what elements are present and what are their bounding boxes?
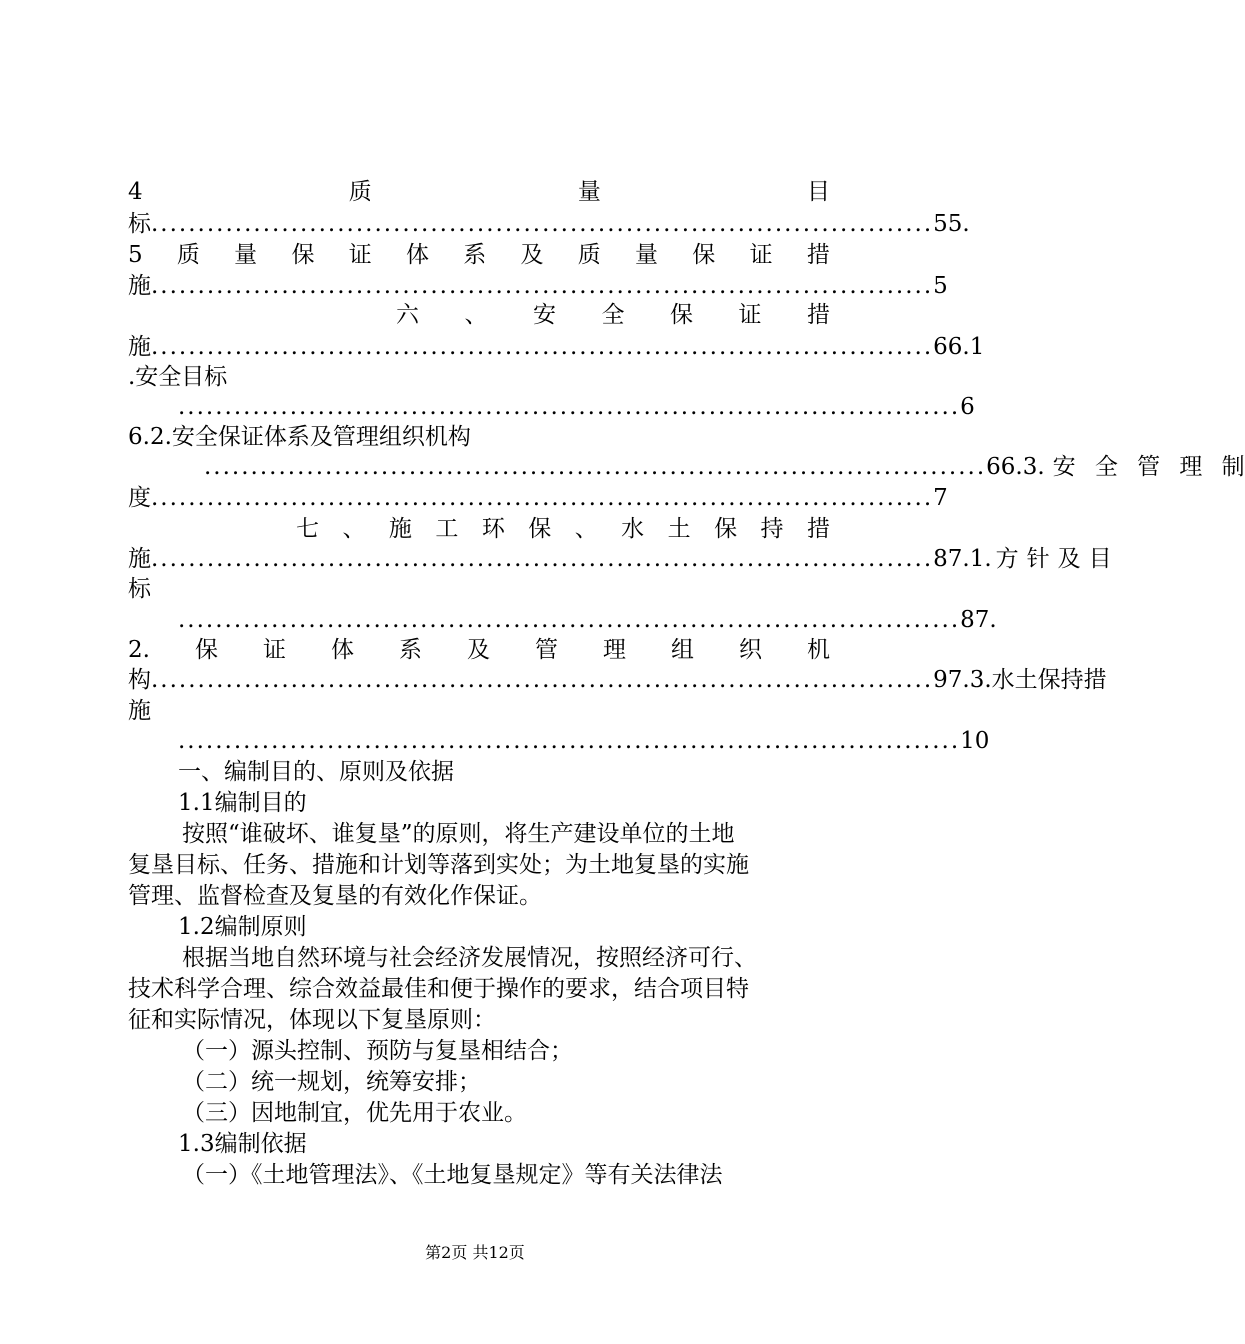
toc-leader-dots: ....................................................................................: [151, 485, 934, 511]
toc-char: 保: [194, 637, 218, 663]
toc-line-safety-goal: .安全目标: [128, 364, 228, 390]
toc-char: 保: [692, 242, 716, 268]
toc-char: 措: [806, 242, 830, 268]
toc-leader-dots: ....................................................................................: [151, 211, 934, 237]
toc-char: 保: [528, 516, 552, 542]
toc-page-number: 87.: [960, 607, 997, 633]
toc-lead: 施: [128, 273, 151, 299]
toc-char: 量: [577, 179, 601, 205]
toc-char: 工: [435, 516, 459, 542]
toc-char: 水: [621, 516, 645, 542]
toc-page-number: 87.1.: [933, 546, 992, 572]
toc-page-number: 7: [933, 485, 948, 511]
toc-line-quality-goal-dots: [128, 207, 970, 241]
toc-char: 土: [667, 516, 691, 542]
toc-char: 管: [1137, 454, 1161, 480]
toc-leader-dots: ....................................................................................: [204, 454, 987, 480]
toc-line-safety-measures-dots: [128, 330, 985, 364]
toc-char: 六: [396, 302, 419, 328]
toc-char: 量: [635, 242, 659, 268]
toc-char: 目: [1088, 546, 1112, 572]
toc-char: 、: [342, 516, 366, 542]
page-footer: 第2页 共12页: [425, 1243, 525, 1262]
toc-char: 及: [466, 637, 490, 663]
toc-line-environment-dots: [128, 542, 1112, 576]
toc-char: 组: [670, 637, 694, 663]
toc-char: 措: [807, 302, 830, 328]
toc-char: 施: [388, 516, 412, 542]
paragraph-line: 技术科学合理、综合效益最佳和便于操作的要求，结合项目特: [128, 976, 749, 1002]
paragraph-line: （一）《土地管理法》、《土地复垦规定》等有关法律法: [182, 1162, 723, 1188]
toc-lead: 构: [128, 667, 151, 693]
subsection-heading: 1.2编制原则: [178, 914, 307, 940]
toc-char: 保: [670, 302, 693, 328]
toc-char: 系: [463, 242, 487, 268]
toc-char: 2.: [128, 637, 150, 663]
toc-line-quality-goal: [128, 175, 830, 209]
toc-line-safety-rules-dots: [128, 481, 948, 515]
toc-line-policy-dots: [178, 603, 997, 637]
toc-leader-dots: ....................................................................................: [151, 334, 934, 360]
toc-char: 5: [128, 242, 143, 268]
toc-heading-safety-rules: [1053, 450, 1245, 484]
toc-page-number: 66.3.: [986, 454, 1045, 480]
toc-char: 量: [234, 242, 258, 268]
toc-char: 方: [995, 546, 1019, 572]
toc-char: 全: [601, 302, 625, 328]
toc-char: 理: [602, 637, 626, 663]
toc-page-number: 55.: [933, 211, 970, 237]
toc-char: 证: [738, 302, 762, 328]
list-item: （一）源头控制、预防与复垦相结合；: [182, 1038, 573, 1064]
toc-line-env-system-dots: [128, 663, 1107, 697]
toc-page-number: 5: [933, 273, 948, 299]
toc-leader-dots: ....................................................................................: [151, 273, 934, 299]
toc-char: 理: [1179, 454, 1203, 480]
paragraph-line: 根据当地自然环境与社会经济发展情况，按照经济可行、: [182, 945, 757, 971]
toc-char: 机: [806, 637, 830, 663]
toc-line-env-system: [128, 633, 830, 667]
toc-char: 措: [806, 516, 830, 542]
toc-leader-dots: ....................................................................................: [178, 728, 961, 754]
toc-line-safety-measures: [396, 298, 830, 332]
toc-char: 证: [749, 242, 773, 268]
paragraph-line: 管理、监督检查及复垦的有效化作保证。: [128, 883, 542, 909]
toc-page-number: 97.3.水土保持措: [933, 667, 1107, 693]
section-heading: 一、编制目的、原则及依据: [178, 759, 454, 785]
paragraph-line: 复垦目标、任务、措施和计划等落到实处；为土地复垦的实施: [128, 852, 749, 878]
toc-line-environment: [296, 512, 830, 546]
toc-char: 针: [1026, 546, 1050, 572]
toc-char: 及: [520, 242, 544, 268]
toc-char: 质: [577, 242, 601, 268]
toc-char: 目: [806, 179, 830, 205]
toc-char: 安: [533, 302, 556, 328]
toc-char: 、: [464, 302, 488, 328]
toc-char: 证: [262, 637, 286, 663]
subsection-heading: 1.3编制依据: [178, 1131, 307, 1157]
toc-leader-dots: ....................................................................................: [151, 667, 934, 693]
toc-char: 环: [481, 516, 505, 542]
toc-lead: 标: [128, 211, 151, 237]
toc-page-number: 66.1: [933, 334, 985, 360]
toc-line-soil-dots: [178, 724, 990, 758]
toc-char: 4: [128, 179, 143, 205]
toc-lead: 施: [128, 334, 151, 360]
toc-char: 质: [176, 242, 200, 268]
toc-char: 七: [296, 516, 319, 542]
toc-leader-dots: ....................................................................................: [178, 607, 961, 633]
toc-char: 安: [1052, 454, 1076, 480]
toc-heading-policy: [996, 542, 1112, 576]
toc-char: 保: [714, 516, 738, 542]
toc-char: 织: [738, 637, 762, 663]
toc-char: 及: [1057, 546, 1081, 572]
toc-char: 系: [398, 637, 422, 663]
toc-page-number: 10: [960, 728, 990, 754]
toc-char: 管: [534, 637, 558, 663]
toc-char: 制: [1221, 454, 1245, 480]
toc-char: 证: [348, 242, 372, 268]
list-item: （三）因地制宜，优先用于农业。: [182, 1100, 527, 1126]
paragraph-line: 征和实际情况，体现以下复垦原则：: [128, 1007, 496, 1033]
subsection-heading: 1.1编制目的: [178, 790, 307, 816]
toc-lead: 度: [128, 485, 151, 511]
toc-page-number: 6: [960, 394, 975, 420]
paragraph-line: 按照“谁破坏、谁复垦”的原则，将生产建设单位的土地: [182, 821, 735, 847]
toc-char: 、: [574, 516, 598, 542]
toc-char: 质: [348, 179, 372, 205]
toc-lead: 施: [128, 546, 151, 572]
toc-char: 体: [405, 242, 429, 268]
toc-char: 体: [330, 637, 354, 663]
toc-line-policy-end: 标: [128, 576, 151, 602]
toc-char: 持: [760, 516, 784, 542]
toc-line-quality-assurance: [128, 238, 830, 272]
toc-leader-dots: ....................................................................................: [151, 546, 934, 572]
toc-line-safety-goal-dots: [178, 390, 975, 424]
toc-line-safety-system: 6.2.安全保证体系及管理组织机构: [128, 424, 471, 450]
toc-line-safety-system-dots: [204, 450, 1245, 484]
list-item: （二）统一规划，统筹安排；: [182, 1069, 481, 1095]
toc-char: 保: [291, 242, 315, 268]
toc-char: 全: [1094, 454, 1118, 480]
toc-line-soil-end: 施: [128, 698, 151, 724]
toc-leader-dots: ....................................................................................: [178, 394, 961, 420]
